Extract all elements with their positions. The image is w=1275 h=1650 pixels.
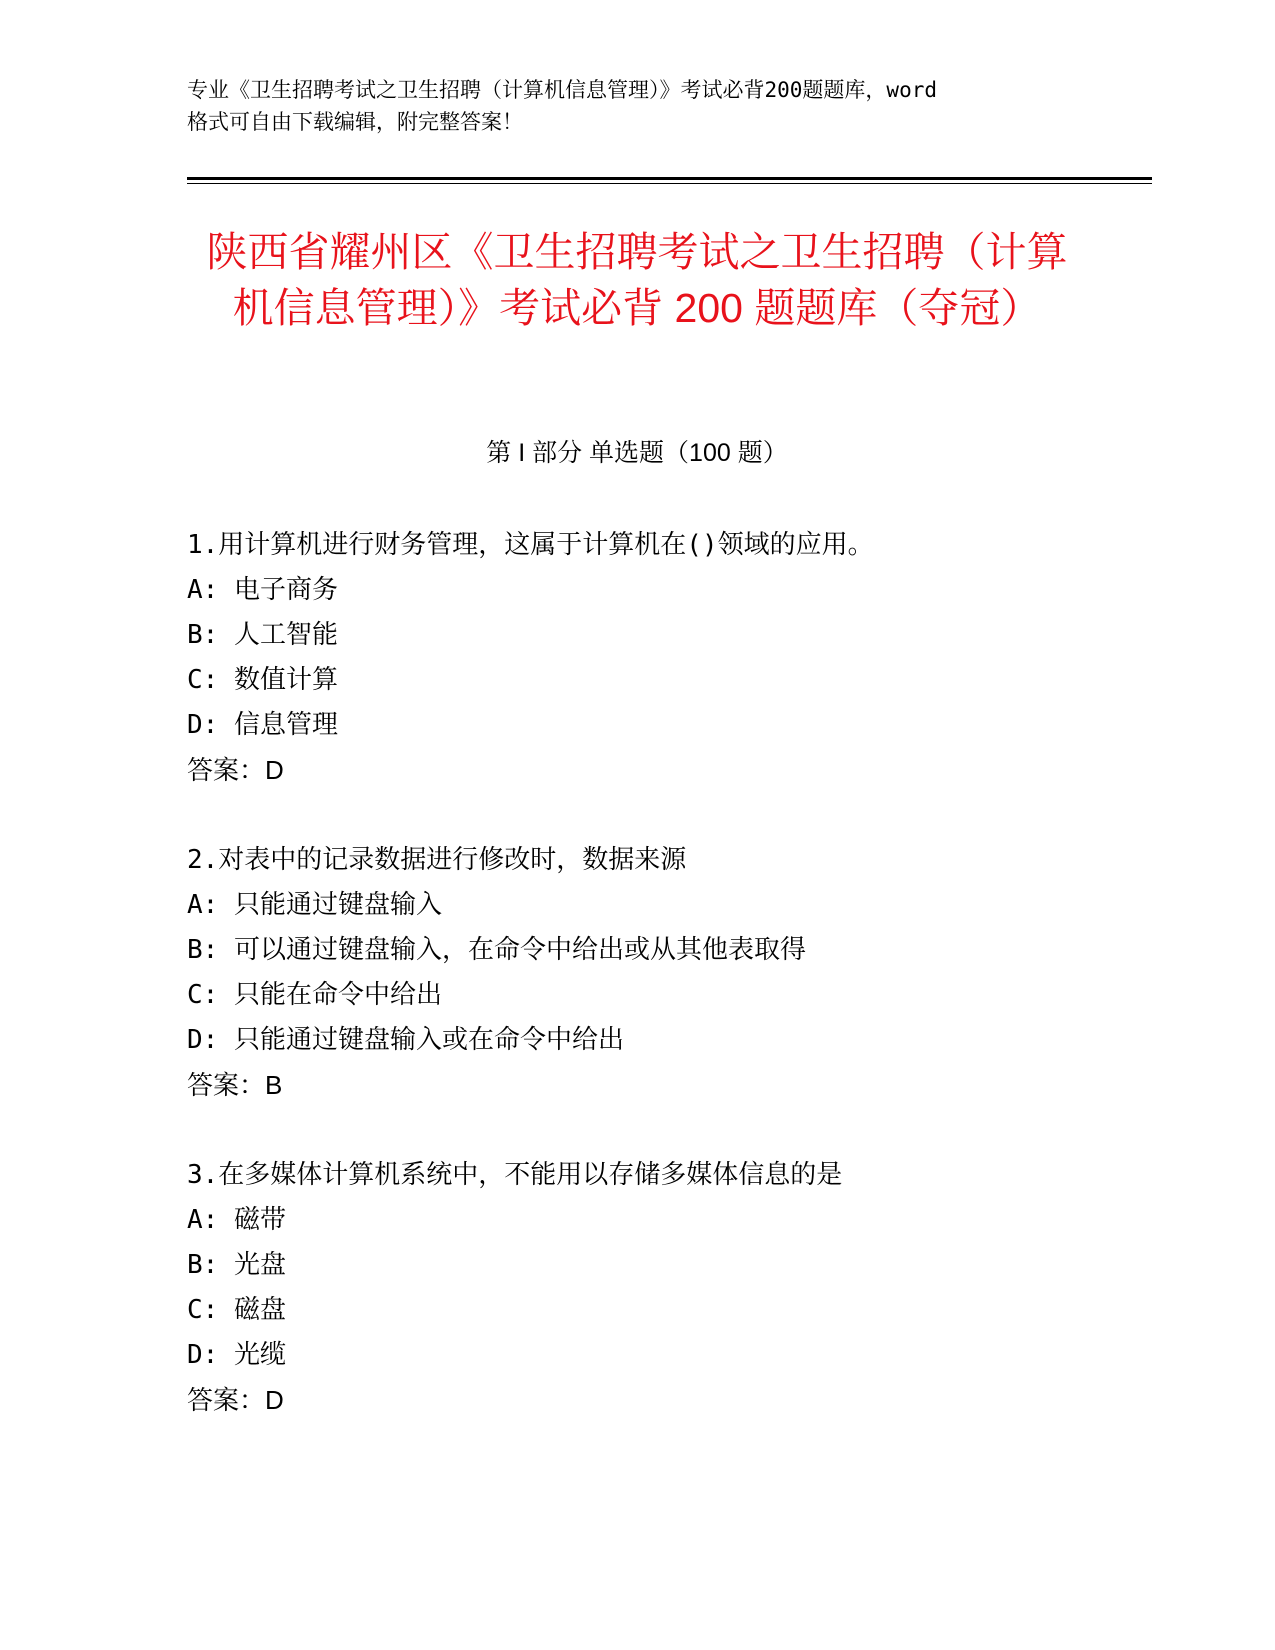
question-2 (187, 838, 1087, 1108)
answer: 答案：B (187, 1070, 283, 1100)
option-a: A: 电子商务 (187, 575, 338, 605)
question-list (187, 523, 1087, 1423)
option-c: C: 磁盘 (187, 1295, 286, 1325)
option-d: D: 光缆 (187, 1340, 286, 1370)
question-3 (187, 1153, 1087, 1423)
header-note: 专业《卫生招聘考试之卫生招聘（计算机信息管理）》考试必背200题题库，word 格式可自由下载编辑，附完整答案！ (187, 78, 937, 134)
question-1 (187, 523, 1087, 793)
option-d: D: 信息管理 (187, 710, 338, 740)
answer: 答案：D (187, 755, 284, 785)
option-b: B: 光盘 (187, 1250, 286, 1280)
option-a: A: 磁带 (187, 1205, 286, 1235)
question-stem: 3.在多媒体计算机系统中，不能用以存储多媒体信息的是 (187, 1160, 843, 1190)
header-rule-thick (187, 177, 1152, 180)
document-title: 陕西省耀州区《卫生招聘考试之卫生招聘（计算机信息管理）》考试必背 200 题题库（夺冠） (206, 229, 1068, 331)
option-d: D: 只能通过键盘输入或在命令中给出 (187, 1025, 624, 1055)
option-b: B: 人工智能 (187, 620, 338, 650)
option-c: C: 只能在命令中给出 (187, 980, 442, 1010)
option-c: C: 数值计算 (187, 665, 338, 695)
option-a: A: 只能通过键盘输入 (187, 890, 442, 920)
option-b: B: 可以通过键盘输入，在命令中给出或从其他表取得 (187, 935, 806, 965)
question-stem: 1.用计算机进行财务管理，这属于计算机在()领域的应用。 (187, 530, 874, 560)
question-stem: 2.对表中的记录数据进行修改时，数据来源 (187, 845, 687, 875)
answer: 答案：D (187, 1385, 284, 1415)
header-rule-thin (187, 183, 1152, 184)
section-title: 第 I 部分 单选题（100 题） (486, 439, 788, 467)
